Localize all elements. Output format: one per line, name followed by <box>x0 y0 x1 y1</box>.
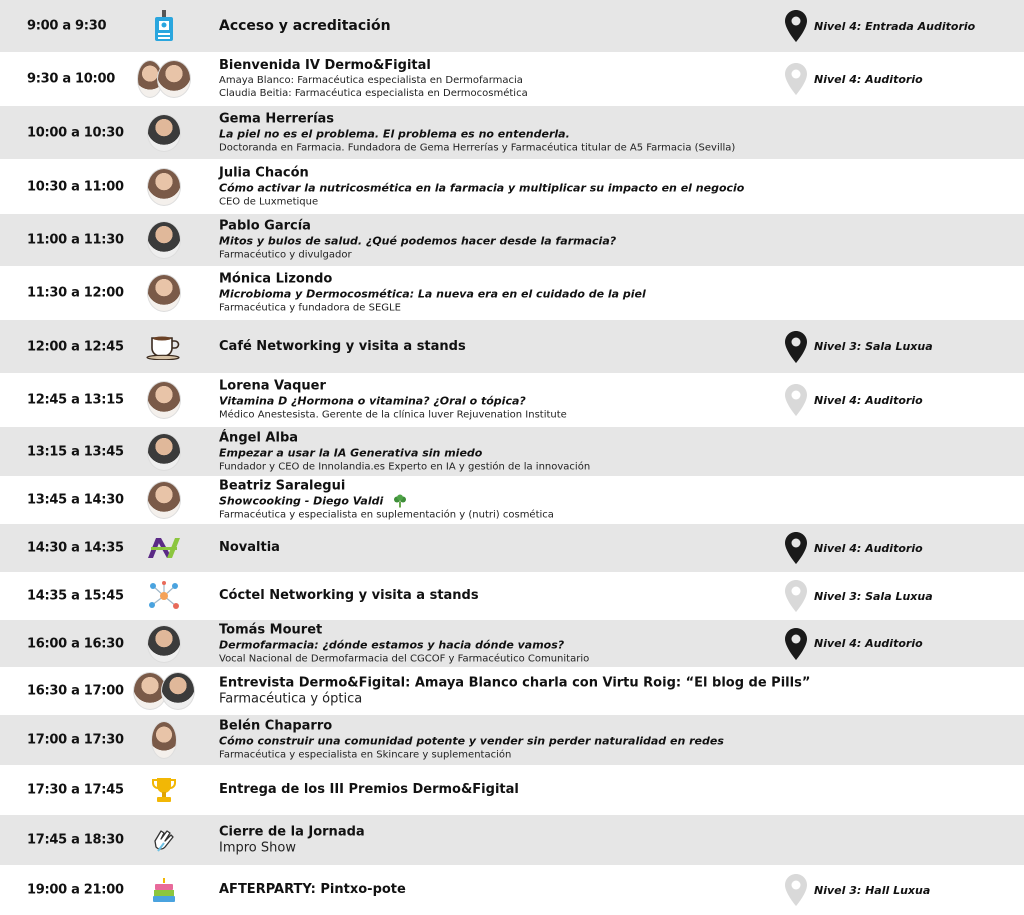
speaker-description: Médico Anestesista. Gerente de la clínica luver Rejuvenation Institute <box>219 409 567 421</box>
time-slot: 17:30 a 17:45 <box>27 782 124 798</box>
speaker-description: Farmacéutica y especialista en suplementación y (nutri) cosmética <box>219 509 554 521</box>
time-slot: 10:00 a 10:30 <box>27 125 124 140</box>
talk-title: Microbioma y Dermocosmética: La nueva era en el cuidado de la piel <box>219 287 646 301</box>
location-label: Nivel 4: Entrada Auditorio <box>814 19 976 33</box>
location-label: Nivel 4: Auditorio <box>814 393 923 407</box>
location <box>785 384 923 416</box>
speaker-name: Pablo García <box>219 218 311 234</box>
speaker-name: Mónica Lizondo <box>219 271 333 287</box>
session-title: Cóctel Networking y visita a stands <box>219 588 479 603</box>
speaker-photo <box>151 721 177 759</box>
location-pin-icon <box>785 580 807 612</box>
time-slot: 16:30 a 17:00 <box>27 683 124 699</box>
talk-title: Vitamina D ¿Hormona o vitamina? ¿Oral o tópica? <box>219 394 526 408</box>
location-label: Nivel 3: Sala Luxua <box>814 340 933 353</box>
talk-title: Dermofarmacia: ¿dónde estamos y hacia dónde vamos? <box>219 638 565 651</box>
time-slot: 14:35 a 15:45 <box>27 588 124 604</box>
agenda-row <box>0 667 1024 715</box>
agenda-row <box>0 320 1024 373</box>
location-label: Nivel 4: Auditorio <box>814 72 923 86</box>
time-slot: 17:00 a 17:30 <box>27 732 124 748</box>
speaker-photo <box>147 381 181 419</box>
agenda-row <box>0 815 1024 865</box>
agenda-row <box>0 865 1024 915</box>
speaker-photo <box>147 114 181 152</box>
location-pin-icon <box>785 331 807 363</box>
network-icon <box>134 574 194 618</box>
time-slot: 10:30 a 11:00 <box>27 179 124 194</box>
location <box>785 63 923 95</box>
speaker-photo <box>147 625 181 663</box>
cake-icon <box>134 868 194 912</box>
agenda-row <box>0 715 1024 765</box>
broccoli-icon <box>393 495 407 509</box>
agenda-row <box>0 765 1024 815</box>
speaker-photo <box>147 481 181 519</box>
speaker-description: Farmacéutica y especialista en Skincare y suplementación <box>219 749 512 761</box>
speaker-photos <box>134 669 194 713</box>
talk-title <box>219 495 779 509</box>
location <box>785 874 930 906</box>
time-slot: 16:00 a 16:30 <box>27 636 124 651</box>
speaker-photo <box>147 274 181 312</box>
speaker-description: Farmacéutica y óptica <box>219 691 363 707</box>
location-pin-icon <box>785 874 807 906</box>
talk-title-text: Showcooking - Diego Valdi <box>219 494 384 508</box>
location <box>785 10 975 42</box>
session-title: Café Networking y visita a stands <box>219 338 466 354</box>
agenda-row <box>0 427 1024 476</box>
agenda-row <box>0 214 1024 266</box>
agenda-row <box>0 524 1024 572</box>
speaker-photo <box>147 221 181 259</box>
speaker-name: Lorena Vaquer <box>219 378 326 394</box>
location-pin-icon <box>785 628 807 660</box>
session-title: Cierre de la Jornada <box>219 824 365 840</box>
location-label: Nivel 4: Auditorio <box>814 637 923 650</box>
agenda-row <box>0 373 1024 427</box>
location <box>785 628 923 660</box>
session-title: Acceso y acreditación <box>219 18 391 34</box>
location <box>785 532 923 564</box>
novaltia-logo <box>134 526 194 570</box>
agenda-row <box>0 620 1024 667</box>
speaker-description: Fundador y CEO de Innolandia.es Experto en IA y gestión de la innovación <box>219 461 591 472</box>
speaker-photo <box>161 672 195 710</box>
talk-title: Cómo activar la nutricosmética en la farmacia y multiplicar su impacto en el negocio <box>219 181 745 194</box>
location-pin-icon <box>785 10 807 42</box>
speaker-photo <box>147 168 181 206</box>
speaker-description: Vocal Nacional de Dermofarmacia del CGCOF y Farmacéutico Comunitario <box>219 653 590 664</box>
badge-icon <box>134 4 194 48</box>
time-slot: 13:45 a 14:30 <box>27 492 124 508</box>
speaker-name: Julia Chacón <box>219 165 309 180</box>
speaker-name: Tomás Mouret <box>219 622 323 637</box>
time-slot: 13:15 a 13:45 <box>27 444 124 459</box>
time-slot: 11:30 a 12:00 <box>27 285 124 301</box>
speaker-photos <box>134 57 194 101</box>
agenda-row <box>0 159 1024 214</box>
location-label: Nivel 3: Hall Luxua <box>814 883 931 897</box>
speaker-description: Doctoranda en Farmacia. Fundadora de Gema Herrerías y Farmacéutica titular de A5 Farmacia (Sevilla) <box>219 142 736 153</box>
speaker-name: Gema Herrerías <box>219 111 335 126</box>
speaker-name: Beatriz Saralegui <box>219 478 346 494</box>
time-slot: 9:30 a 10:00 <box>27 71 115 87</box>
session-title: AFTERPARTY: Pintxo-pote <box>219 882 406 897</box>
coffee-cup-icon <box>134 325 194 369</box>
agenda-row <box>0 476 1024 524</box>
time-slot: 17:45 a 18:30 <box>27 832 124 848</box>
time-slot: 12:00 a 12:45 <box>27 339 124 354</box>
time-slot: 19:00 a 21:00 <box>27 882 124 898</box>
session-description: Impro Show <box>219 840 296 856</box>
agenda-row <box>0 52 1024 106</box>
clapping-hands-icon <box>134 818 194 862</box>
speaker-description: Farmacéutico y divulgador <box>219 249 352 261</box>
session-title: Novaltia <box>219 540 280 555</box>
location <box>785 331 933 363</box>
agenda-row <box>0 266 1024 320</box>
location-pin-icon <box>785 532 807 564</box>
time-slot: 14:30 a 14:35 <box>27 540 124 556</box>
session-title: Entrega de los III Premios Dermo&Figital <box>219 782 519 797</box>
location-pin-icon <box>785 63 807 95</box>
talk-title: Mitos y bulos de salud. ¿Qué podemos hacer desde la farmacia? <box>219 234 617 248</box>
talk-title: La piel no es el problema. El problema es no entenderla. <box>219 127 570 140</box>
time-slot: 9:00 a 9:30 <box>27 18 107 34</box>
agenda-row <box>0 106 1024 159</box>
location <box>785 580 933 612</box>
talk-title: Empezar a usar la IA Generativa sin miedo <box>219 446 483 459</box>
time-slot: 11:00 a 11:30 <box>27 232 124 248</box>
speaker-line: Claudia Beitia: Farmacéutica especialista en Dermocosmética <box>219 88 528 99</box>
trophy-icon <box>134 768 194 812</box>
speaker-line: Amaya Blanco: Farmacéutica especialista en Dermofarmacia <box>219 75 523 86</box>
agenda-row <box>0 0 1024 52</box>
speaker-description: CEO de Luxmetique <box>219 196 319 207</box>
speaker-description: Farmacéutica y fundadora de SEGLE <box>219 302 401 314</box>
session-title: Bienvenida IV Dermo&Figital <box>219 58 431 73</box>
location-label: Nivel 4: Auditorio <box>814 541 923 555</box>
time-slot: 12:45 a 13:15 <box>27 392 124 408</box>
speaker-photo <box>147 433 181 471</box>
agenda-row <box>0 572 1024 620</box>
speaker-photo <box>157 60 191 98</box>
location-label: Nivel 3: Sala Luxua <box>814 589 933 603</box>
session-title: Entrevista Dermo&Figital: Amaya Blanco charla con Virtu Roig: “El blog de Pills” <box>219 675 811 691</box>
speaker-name: Belén Chaparro <box>219 718 333 734</box>
location-pin-icon <box>785 384 807 416</box>
speaker-name: Ángel Alba <box>219 430 299 445</box>
talk-title: Cómo construir una comunidad potente y vender sin perder naturalidad en redes <box>219 734 724 748</box>
